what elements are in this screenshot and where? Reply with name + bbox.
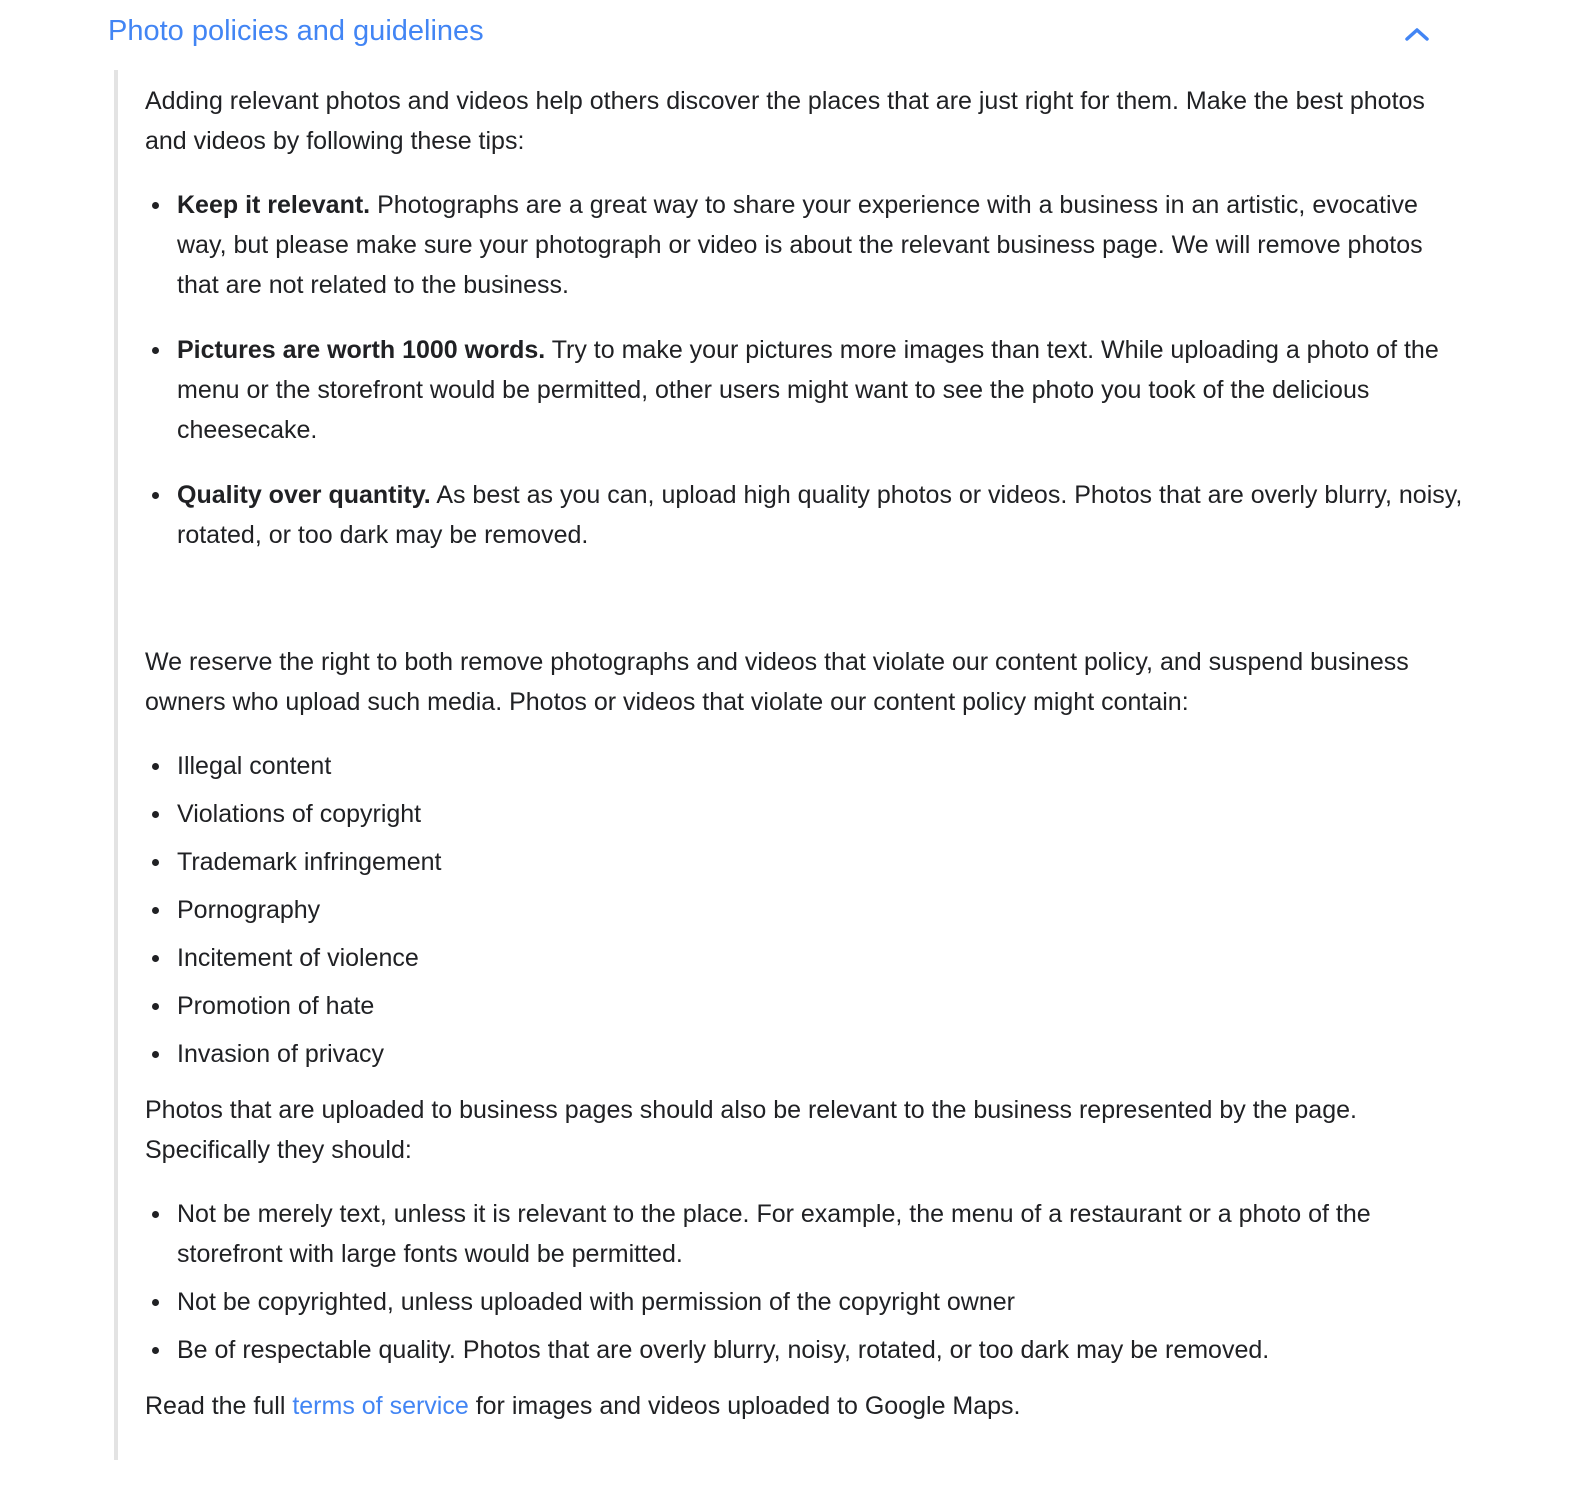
requirement-item: Not be copyrighted, unless uploaded with permission of the copyright owner	[145, 1282, 1465, 1322]
tip-item	[145, 185, 1465, 305]
reserve-paragraph: We reserve the right to both remove photographs and videos that violate our content policy, and suspend business owners who upload such media. Photos or videos that violate our content policy might contain:	[145, 648, 1409, 716]
tip-text: As best as you can, upload high quality photos or videos. Photos that are overly blurry, noisy, rotated, or too dark may be removed.	[177, 481, 1463, 549]
accordion-panel	[114, 70, 1468, 1460]
requirement-item: Not be merely text, unless it is relevant to the place. For example, the menu of a restaurant or a photo of the storefront with large fonts would be permitted.	[145, 1194, 1465, 1274]
footer-paragraph	[145, 1386, 1465, 1426]
violation-item: Invasion of privacy	[145, 1034, 1465, 1074]
footer-text-before: Read the full	[145, 1392, 293, 1420]
violation-item: Incitement of violence	[145, 938, 1465, 978]
tip-heading: Keep it relevant.	[177, 191, 371, 219]
intro-paragraph: Adding relevant photos and videos help others discover the places that are just right for them. Make the best photos and videos by following these tips:	[145, 87, 1425, 155]
relevance-paragraph: Photos that are uploaded to business pages should also be relevant to the business represented by the page. Specifically they should:	[145, 1096, 1357, 1164]
tip-heading: Pictures are worth 1000 words.	[177, 336, 546, 364]
tip-item	[145, 475, 1465, 555]
violations-list	[145, 746, 1465, 1074]
violation-item: Pornography	[145, 890, 1465, 930]
violation-item: Illegal content	[145, 746, 1465, 786]
footer-text-after: for images and videos uploaded to Google Maps.	[468, 1392, 1021, 1420]
tip-text: Photographs are a great way to share your experience with a business in an artistic, evocative way, but please make sure your photograph or video is about the relevant business page. We will remove photos that are not related to the business.	[177, 191, 1423, 299]
requirements-list	[145, 1194, 1465, 1370]
accordion-title[interactable]: Photo policies and guidelines	[108, 15, 484, 47]
policy-content	[145, 70, 1465, 1426]
requirement-item: Be of respectable quality. Photos that are overly blurry, noisy, rotated, or too dark may be removed.	[145, 1330, 1465, 1370]
terms-of-service-link[interactable]: terms of service	[292, 1392, 469, 1420]
chevron-up-icon[interactable]	[1402, 19, 1432, 49]
violation-item: Violations of copyright	[145, 794, 1465, 834]
violation-item: Trademark infringement	[145, 842, 1465, 882]
tip-text: Try to make your pictures more images than text. While uploading a photo of the menu or the storefront would be permitted, other users might want to see the photo you took of the delicious cheesecake.	[177, 336, 1439, 444]
violation-item: Promotion of hate	[145, 986, 1465, 1026]
tip-heading: Quality over quantity.	[177, 481, 431, 509]
tips-list	[145, 185, 1465, 555]
accordion-header[interactable]	[108, 8, 1448, 54]
tip-item	[145, 330, 1465, 450]
